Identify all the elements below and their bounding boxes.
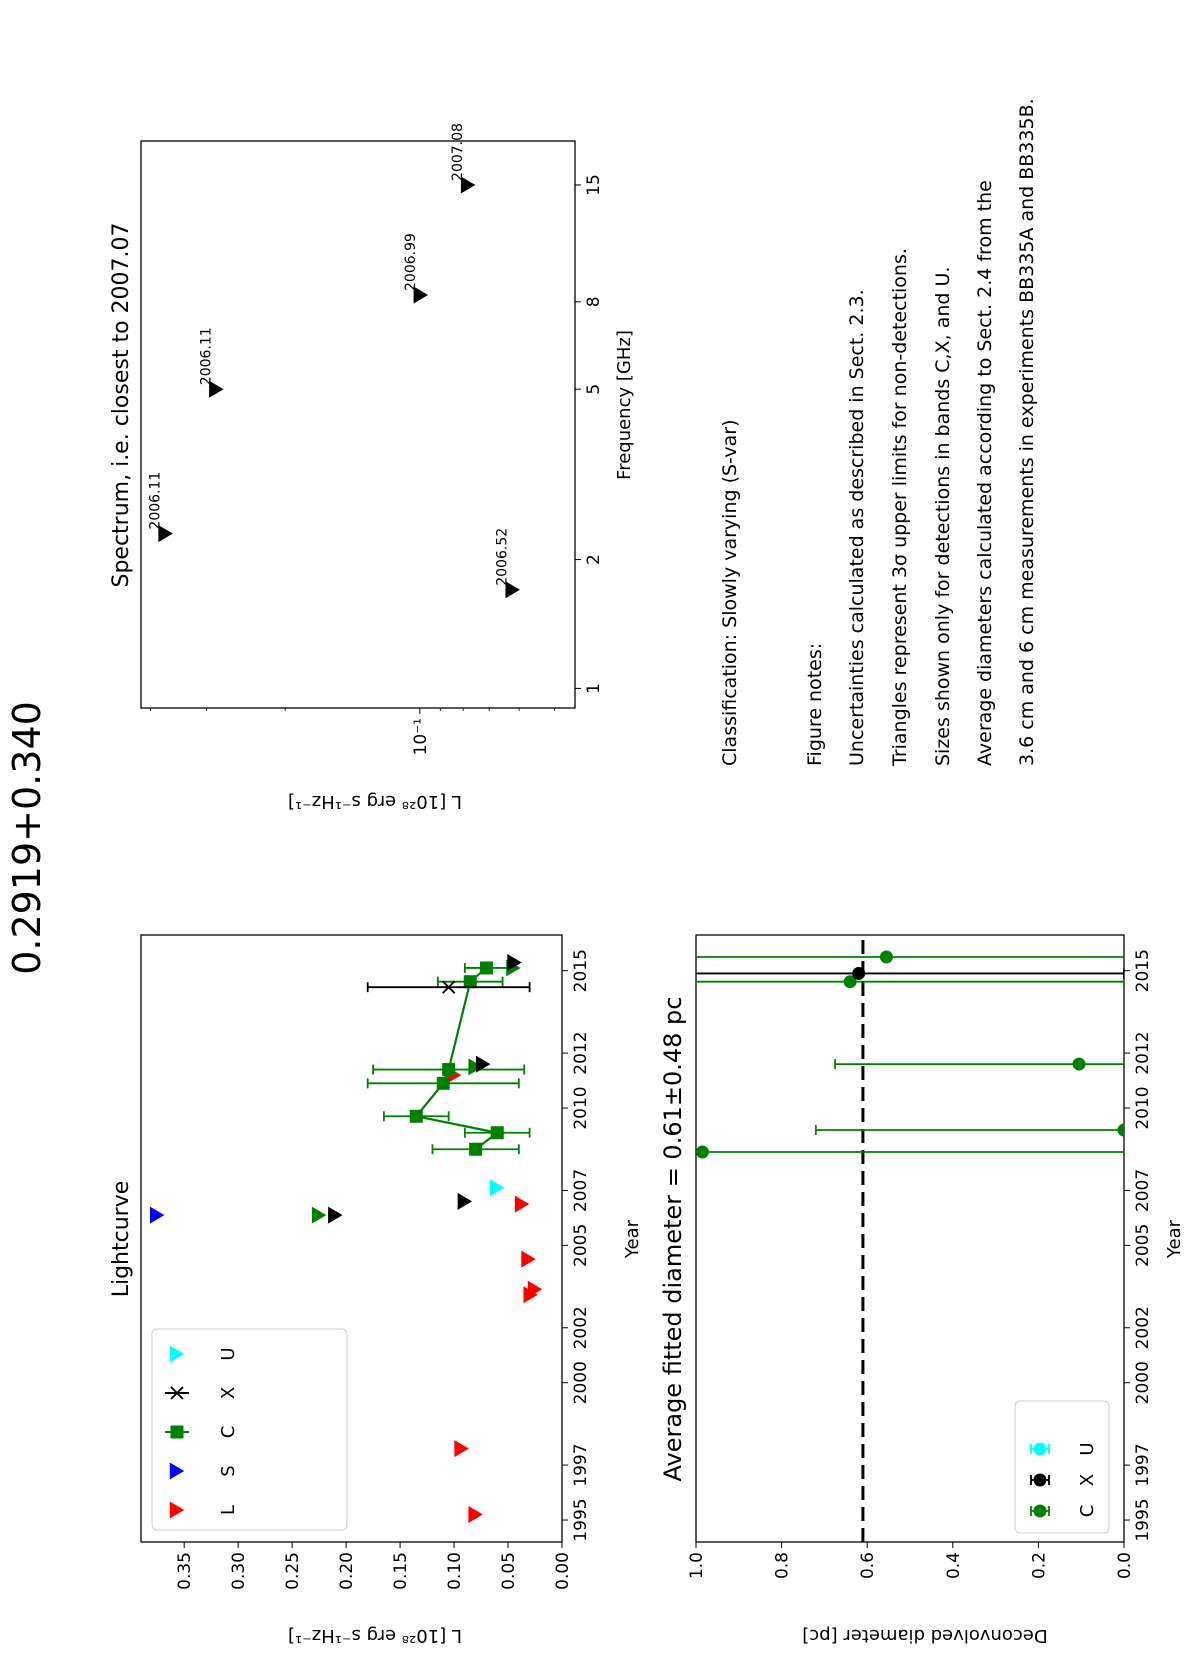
lightcurve-xtick-label: 2007 [571, 1168, 591, 1213]
diameter-c-marker [880, 950, 893, 963]
diameter-ylabel: Deconvolved diameter [pc] [802, 1625, 1048, 1646]
classification-text: Classification: Slowly varying (S-var) [719, 419, 741, 766]
lightcurve-xtick-label: 2000 [571, 1361, 591, 1405]
lightcurve-xtick-label: 2010 [571, 1086, 591, 1130]
diameter-plot-area [281, 935, 1131, 1542]
lightcurve-x-upper-limits-marker [328, 1207, 342, 1224]
lightcurve-ytick-label: 0.25 [283, 1552, 304, 1590]
note-line-2: Triangles represent 3σ upper limits for non-detections. [889, 248, 911, 766]
legend-C-label: C [218, 1425, 239, 1439]
legend-C-marker [171, 1426, 184, 1439]
diameter-xtick-label: 2007 [1133, 1168, 1153, 1213]
diameter-ytick-label: 0.8 [772, 1552, 793, 1580]
lightcurve-c-marker [464, 975, 477, 988]
diameter-xlabel: Year [1164, 1219, 1185, 1259]
diameter-ytick-label: 0.0 [1115, 1552, 1135, 1580]
diameter-xtick-label: 1995 [1133, 1498, 1153, 1542]
lightcurve-xtick-label: 2012 [571, 1031, 591, 1075]
lightcurve-title: Lightcurve [109, 1180, 134, 1298]
lightcurve-c-marker [491, 1126, 504, 1139]
legend-X-label: X [218, 1386, 239, 1400]
spectrum-title: Spectrum, i.e. closest to 2007.07 [109, 222, 134, 588]
lightcurve-xtick-label: 1995 [571, 1498, 591, 1542]
spectrum-point-label: 2007.08 [450, 123, 467, 181]
note-line-4: Average diameters calculated according to Sect. 2.4 from the [974, 180, 996, 766]
diameter-x-marker [852, 967, 865, 980]
note-line-0: Figure notes: [804, 642, 826, 766]
diameter-legend-U-marker [1034, 1443, 1047, 1456]
lightcurve-u-marker [490, 1179, 504, 1196]
lightcurve-l-marker [521, 1251, 535, 1268]
lightcurve-l-marker [454, 1440, 468, 1457]
spectrum-ytick-label: 10⁻¹ [410, 718, 431, 756]
legend-U-label: U [218, 1347, 239, 1361]
diameter-legend-X-marker [1034, 1474, 1047, 1487]
lightcurve-ytick-label: 0.10 [445, 1552, 466, 1590]
spectrum-axes-frame [141, 141, 575, 708]
lightcurve-ytick-label: 0.15 [391, 1552, 412, 1590]
spectrum-point-label: 2006.52 [494, 527, 511, 586]
spectrum-xtick-label: 15 [584, 174, 604, 196]
spectrum-xtick-label: 2 [584, 554, 604, 565]
spectrum-point-label: 2006.11 [198, 327, 215, 386]
lightcurve-s-marker [150, 1207, 164, 1224]
diameter-c-marker [1118, 1124, 1131, 1137]
lightcurve-ylabel: L [10²⁸ erg s⁻¹Hz⁻¹] [288, 1625, 462, 1646]
legend-S-label: S [218, 1465, 239, 1477]
diameter-xtick-label: 1997 [1133, 1443, 1153, 1487]
lightcurve-c-upper-limits-marker [312, 1207, 326, 1224]
figure-notes [719, 98, 1038, 767]
lightcurve-c-marker [442, 1063, 455, 1076]
diameter-panel [281, 935, 1185, 1646]
lightcurve-c-marker [469, 1143, 482, 1156]
diameter-xtick-label: 2012 [1133, 1031, 1153, 1075]
diameter-legend-U-label: U [1077, 1442, 1098, 1456]
lightcurve-ytick-label: 0.20 [337, 1552, 358, 1590]
lightcurve-c-marker [437, 1077, 450, 1090]
diameter-xtick-label: 2005 [1133, 1223, 1153, 1267]
diameter-c-marker [696, 1145, 709, 1158]
lightcurve-xlabel: Year [622, 1219, 643, 1259]
note-line-3: Sizes shown only for detections in bands C,X, and U. [932, 266, 954, 766]
lightcurve-ytick-label: 0.05 [499, 1552, 520, 1590]
diameter-c-marker [1073, 1058, 1086, 1071]
legend-L-label: L [218, 1504, 239, 1516]
lightcurve-ytick-label: 0.30 [229, 1552, 250, 1590]
spectrum-xtick-label: 5 [584, 383, 604, 395]
figure-title: 0.2919+0.340 [5, 701, 49, 975]
diameter-legend-C-label: C [1077, 1504, 1098, 1518]
lightcurve-x-upper-limits-marker [458, 1193, 472, 1210]
spectrum-point-label: 2006.11 [147, 471, 164, 530]
lightcurve-l-marker [515, 1196, 529, 1213]
spectrum-xtick-label: 1 [584, 682, 604, 694]
diameter-ytick-label: 1.0 [687, 1552, 707, 1580]
diameter-ytick-label: 0.2 [1029, 1552, 1050, 1580]
lightcurve-ytick-label: 0.35 [175, 1552, 196, 1590]
spectrum-panel [109, 123, 635, 812]
note-line-5: 3.6 cm and 6 cm measurements in experiments BB335A and BB335B. [1016, 98, 1038, 766]
note-line-1: Uncertainties calculated as described in Sect. 2.3. [846, 289, 868, 766]
lightcurve-xtick-label: 2015 [571, 949, 591, 993]
lightcurve-xtick-label: 1997 [571, 1443, 591, 1487]
lightcurve-c-marker [410, 1110, 423, 1123]
spectrum-point-label: 2006.99 [402, 233, 419, 291]
diameter-title: Average fitted diameter = 0.61±0.48 pc [659, 996, 687, 1482]
spectrum-xtick-label: 8 [584, 296, 604, 308]
lightcurve-xtick-label: 2005 [571, 1223, 591, 1267]
diameter-xtick-label: 2015 [1133, 949, 1153, 993]
spectrum-ylabel: L [10²⁸ erg s⁻¹Hz⁻¹] [288, 791, 462, 812]
diameter-xtick-label: 2002 [1133, 1306, 1153, 1350]
spectrum-xlabel: Frequency [GHz] [614, 330, 635, 480]
lightcurve-xtick-label: 2002 [571, 1306, 591, 1350]
diameter-ytick-label: 0.4 [943, 1552, 964, 1580]
diameter-ytick-label: 0.6 [858, 1552, 879, 1580]
diameter-legend-X-label: X [1077, 1473, 1098, 1487]
lightcurve-panel [109, 935, 643, 1646]
lightcurve-c-marker [480, 961, 493, 974]
diameter-legend-C-marker [1034, 1505, 1047, 1518]
lightcurve-l-marker [468, 1506, 482, 1523]
lightcurve-ytick-label: 0.00 [553, 1552, 573, 1590]
diameter-xtick-label: 2000 [1133, 1361, 1153, 1405]
diameter-xtick-label: 2010 [1133, 1086, 1153, 1130]
lightcurve-c-line [416, 968, 497, 1149]
